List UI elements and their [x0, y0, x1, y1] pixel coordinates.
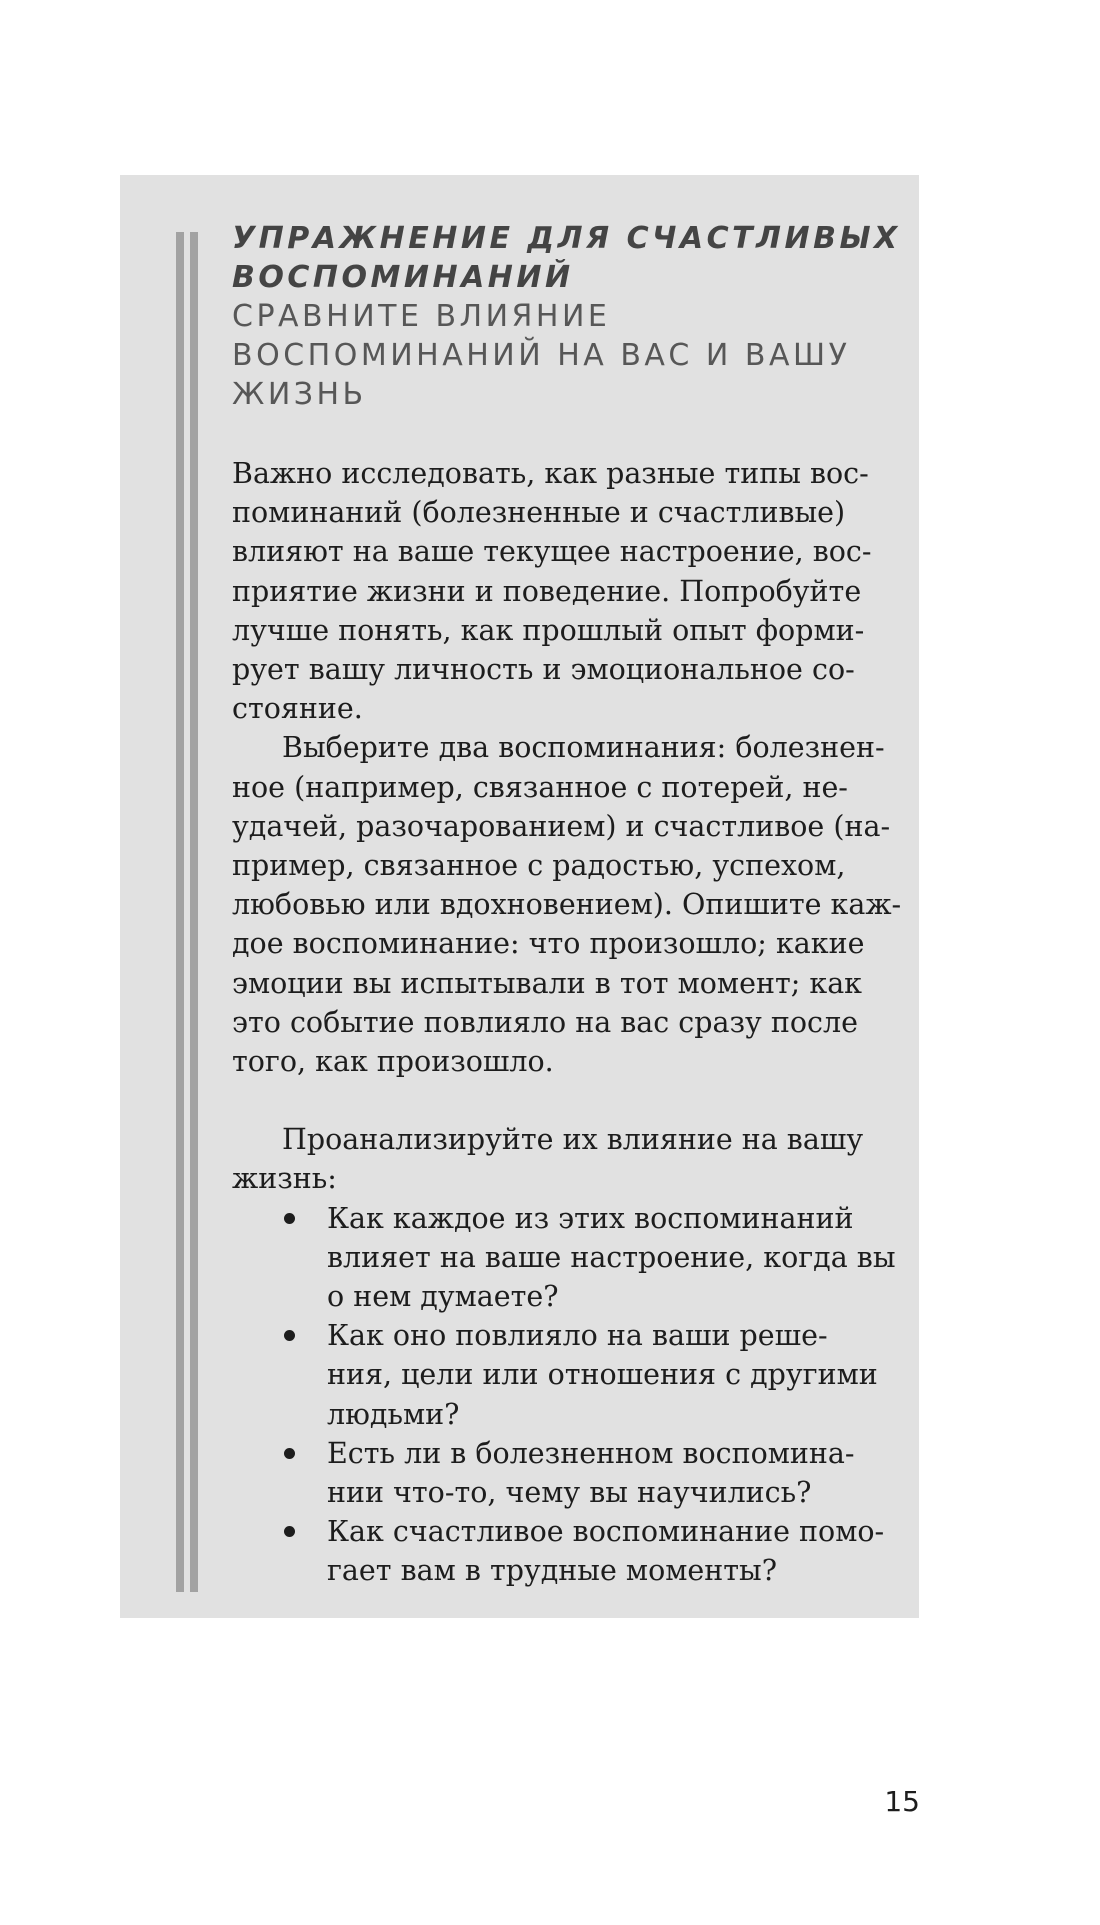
left-rule-inner: [190, 232, 198, 1592]
text-line: эмоции вы испытывали в тот момент; как: [232, 966, 862, 1000]
exercise-title: [232, 219, 901, 297]
text-line: людьми?: [327, 1397, 460, 1431]
text-line: Важно исследовать, как разные типы вос-: [232, 457, 869, 490]
text-line: стояние.: [232, 692, 363, 726]
text-line: влияют на ваше текущее настроение, вос-: [232, 535, 872, 569]
bullet-icon: [284, 1448, 295, 1459]
text-line: Проанализируйте их влияние на вашу: [282, 1123, 864, 1157]
text-line: приятие жизни и поведение. Попробуйте: [232, 574, 862, 608]
bullet-icon: [284, 1213, 295, 1224]
paragraph-analyze: [232, 1120, 892, 1198]
paragraph-instructions: [232, 728, 902, 1081]
list-item: [232, 1434, 892, 1512]
bullet-icon: [284, 1526, 295, 1537]
text-line: о нем думаете?: [327, 1280, 559, 1314]
text-line: нии что-то, чему вы научились?: [327, 1476, 812, 1510]
text-line: Как счастливое воспоминание помо-: [327, 1515, 885, 1549]
exercise-title-line: УПРАЖНЕНИЕ ДЛЯ СЧАСТЛИВЫХ: [232, 221, 901, 256]
exercise-box: [120, 175, 919, 1618]
text-line: дое воспоминание: что произошло; какие: [232, 927, 865, 961]
text-line: любовью или вдохновением). Опишите каж-: [232, 888, 902, 922]
exercise-subtitle-line: ЖИЗНЬ: [232, 377, 367, 412]
text-line: того, как произошло.: [232, 1045, 554, 1079]
text-line: Выберите два воспоминания: болезнен-: [282, 731, 885, 765]
paragraph-intro: [232, 454, 892, 728]
text-line: ния, цели или отношения с другими: [327, 1358, 878, 1392]
text-line: ное (например, связанное с потерей, не-: [232, 770, 848, 804]
exercise-subtitle-line: СРАВНИТЕ ВЛИЯНИЕ: [232, 299, 611, 334]
exercise-title-line: ВОСПОМИНАНИЙ: [232, 260, 574, 295]
text-line: Есть ли в болезненном воспомина-: [327, 1436, 855, 1470]
left-rule-outer: [176, 232, 184, 1592]
text-line: это событие повлияло на вас сразу после: [232, 1005, 858, 1039]
list-item: [232, 1512, 892, 1590]
text-line: гает вам в трудные моменты?: [327, 1554, 778, 1588]
exercise-content: [232, 219, 902, 1591]
text-line: жизнь:: [232, 1162, 337, 1196]
list-item: [232, 1199, 896, 1317]
exercise-subtitle-line: ВОСПОМИНАНИЙ НА ВАС И ВАШУ: [232, 338, 851, 373]
text-line: влияет на ваше настроение, когда вы: [327, 1240, 896, 1274]
exercise-subtitle: [232, 297, 892, 414]
list-item: [232, 1316, 892, 1434]
text-line: Как оно повлияло на ваши реше-: [327, 1319, 828, 1353]
page-number: 15: [884, 1785, 920, 1818]
bullet-icon: [284, 1330, 295, 1341]
text-line: пример, связанное с радостью, успехом,: [232, 849, 846, 883]
question-list: [232, 1199, 896, 1591]
text-line: Как каждое из этих воспоминаний: [327, 1201, 854, 1235]
text-line: удачей, разочарованием) и счастливое (на-: [232, 809, 891, 843]
text-line: лучше понять, как прошлый опыт форми-: [232, 613, 865, 647]
text-line: поминаний (болезненные и счастливые): [232, 496, 846, 530]
text-line: рует вашу личность и эмоциональное со-: [232, 653, 855, 687]
